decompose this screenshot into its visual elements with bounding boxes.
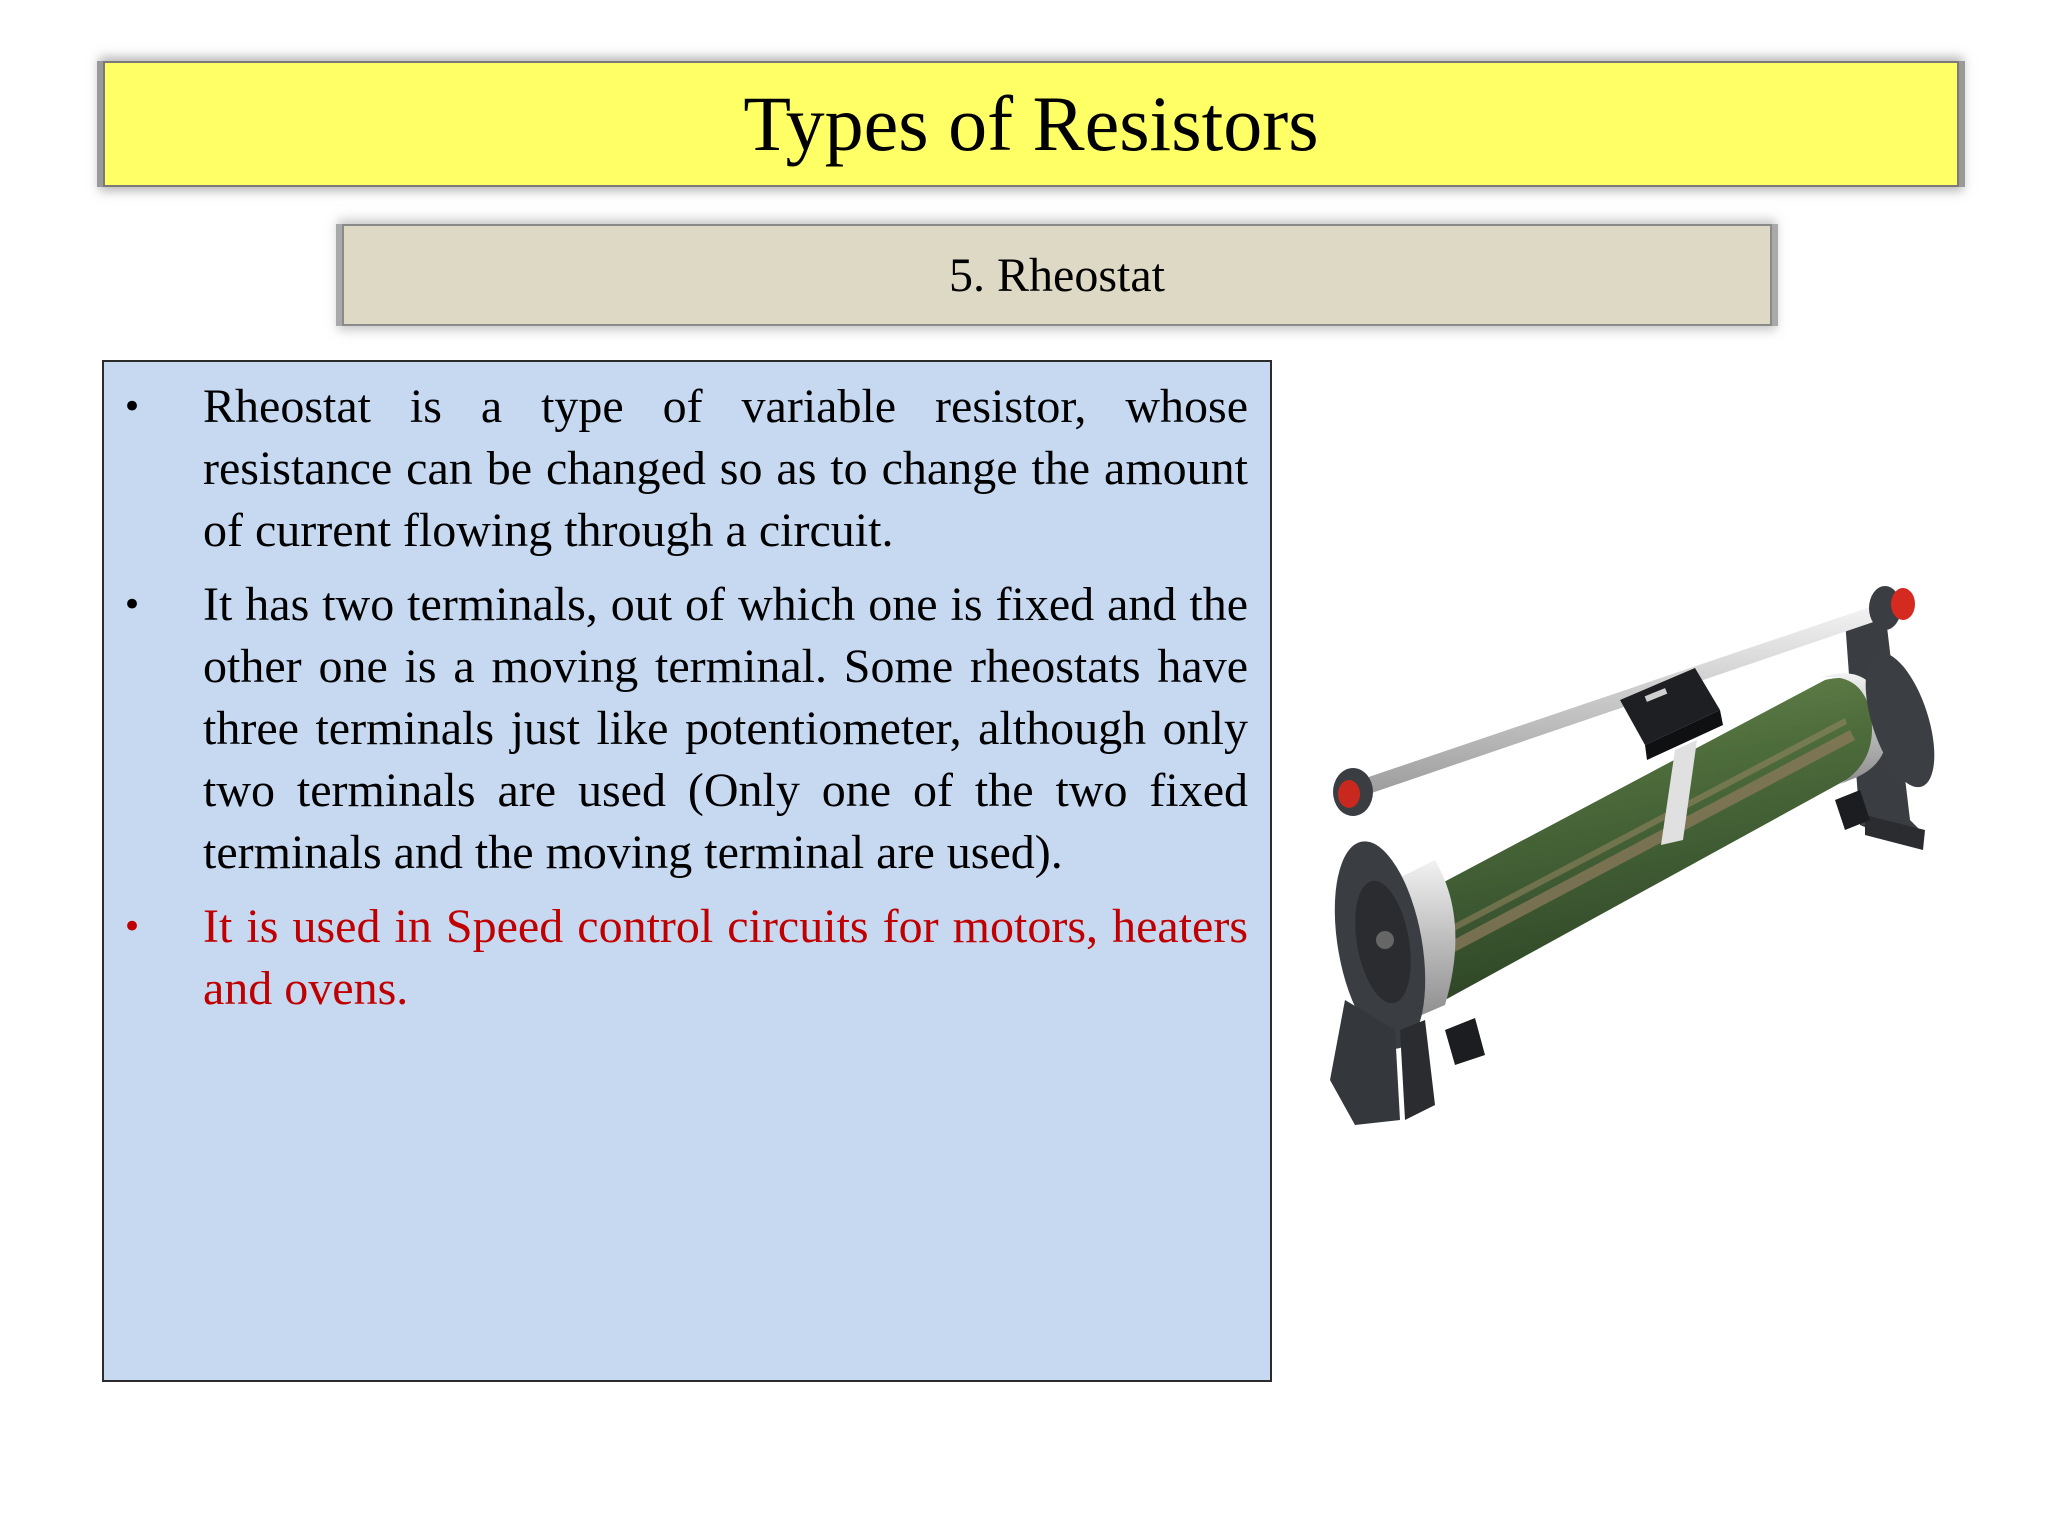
- bullet-marker: •: [122, 907, 143, 947]
- slide-subtitle: 5. Rheostat: [949, 248, 1165, 302]
- content-panel: [102, 360, 1272, 1382]
- bullet-item-terminals: [104, 574, 1248, 884]
- bullet-text: It is used in Speed control circuits for motors, heaters and ovens.: [203, 900, 1248, 1015]
- bullet-marker: •: [122, 387, 143, 427]
- rheostat-illustration-icon: [1325, 560, 1945, 1140]
- bullet-item-applications: [104, 896, 1248, 1020]
- subtitle-banner: [342, 224, 1772, 326]
- bullet-item-definition: [104, 376, 1248, 562]
- title-banner: [103, 61, 1959, 187]
- bullet-marker: •: [122, 585, 143, 625]
- bullet-text: It has two terminals, out of which one is fixed and the other one is a moving terminal. Some rheostats have three terminals just like potentiometer, although only two terminals are used (Only one of the two fixed terminals and the moving terminal are used).: [203, 578, 1248, 879]
- bullet-list: [104, 376, 1248, 1020]
- slide-title: Types of Resistors: [743, 80, 1319, 167]
- bullet-text: Rheostat is a type of variable resistor, whose resistance can be changed so as to change the amount of current flowing through a circuit.: [203, 380, 1248, 557]
